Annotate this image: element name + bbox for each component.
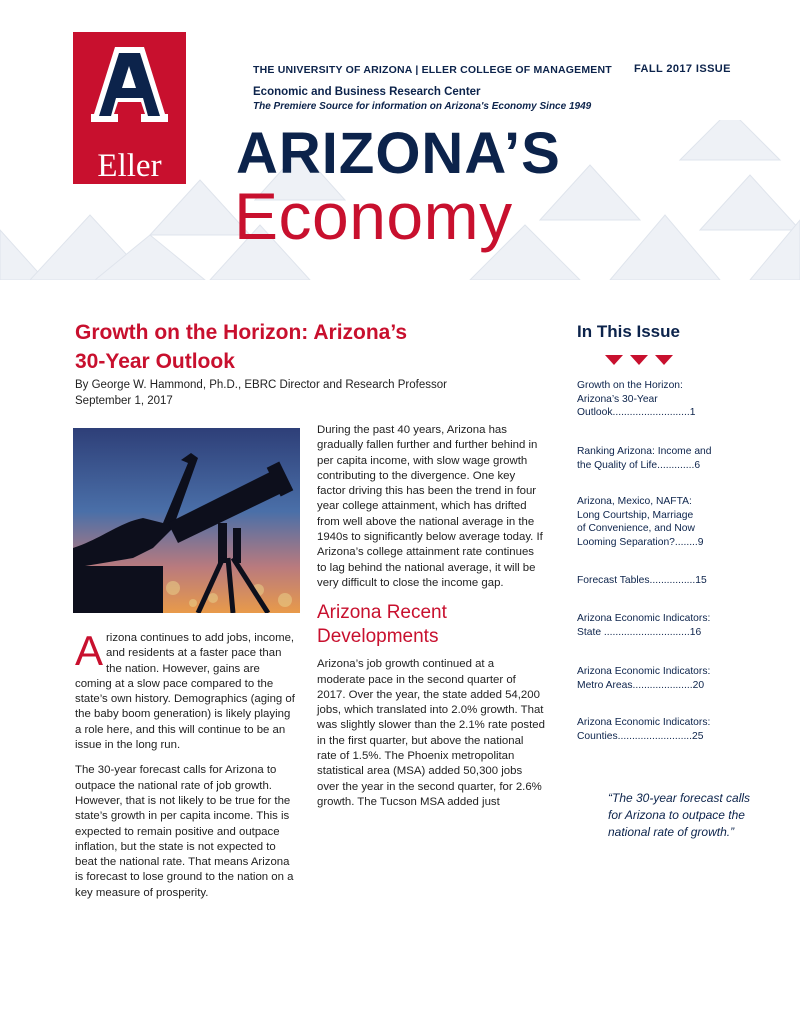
sidebar-title: In This Issue bbox=[577, 322, 680, 341]
toc-item-line: Arizona Economic Indicators: bbox=[577, 666, 711, 677]
masthead-title-line1: ARIZONA’S bbox=[236, 121, 561, 186]
pull-quote: “The 30-year forecast calls for Arizona to outpace the national rate of growth.” bbox=[608, 791, 751, 839]
article-title-line2: 30-Year Outlook bbox=[75, 350, 235, 373]
paragraph-1-text: rizona continues to add jobs, income, and residents at a faster pace than the nation. However, gains are coming at a slow pace compared to the state’s own history. Demographics (aging of the baby boom generation) is likely playing a role here, and this will continue to be an issue in the long run. bbox=[75, 632, 295, 752]
tagline: The Premiere Source for information on Arizona's Economy Since 1949 bbox=[253, 101, 592, 112]
article-column-1 bbox=[75, 627, 297, 911]
paragraph-2: The 30-year forecast calls for Arizona to outpace the national rate of job growth. However, that is not likely to be true for the state’s growth in per capita income. This is expected to remain positive and outpace inflation, but the state is not expected to beat the national rate. That means Arizona is forecast to lose ground to the nation on a key measure of prosperity. bbox=[75, 764, 294, 899]
toc-item-line: Arizona, Mexico, NAFTA: bbox=[577, 496, 692, 507]
toc-item[interactable] bbox=[577, 716, 742, 743]
toc-item-line: the Quality of Life.............6 bbox=[577, 459, 701, 471]
logo-text: Eller bbox=[97, 148, 162, 184]
block-a-icon bbox=[91, 44, 168, 124]
toc-item[interactable] bbox=[577, 574, 742, 588]
toc-item-line: Forecast Tables................15 bbox=[577, 575, 707, 586]
toc-item-line: Counties..........................25 bbox=[577, 730, 704, 742]
telescope-photo bbox=[73, 428, 300, 613]
university-line: THE UNIVERSITY OF ARIZONA | ELLER COLLEGE OF MANAGEMENT bbox=[253, 64, 612, 76]
paragraph-4: Arizona’s job growth continued at a moderate pace in the second quarter of 2017. Over the year, the state added 54,200 jobs, which translated into 2.0% growth. That was slightly slower than the 2.1% rate posted in the first quarter, but above the national rate of 1.5%. The Phoenix metropolitan statistical area (MSA) added 50,300 jobs over the year in the second quarter, for 2.6% growth. The Tucson MSA added just bbox=[317, 658, 545, 808]
toc-item-line: Looming Separation?........9 bbox=[577, 536, 704, 548]
drop-cap: A bbox=[75, 627, 104, 674]
article-title bbox=[75, 318, 515, 376]
toc-item-line: Outlook...........................1 bbox=[577, 407, 696, 418]
byline: By George W. Hammond, Ph.D., EBRC Director and Research Professor bbox=[75, 379, 447, 391]
masthead-title-line2: Economy bbox=[234, 179, 513, 253]
toc-item-line: Long Courtship, Marriage bbox=[577, 509, 694, 521]
section-heading-line1: Arizona Recent bbox=[317, 602, 447, 624]
toc-item-line: Arizona Economic Indicators: bbox=[577, 613, 711, 624]
paragraph-3: During the past 40 years, Arizona has gradually fallen further and further behind in per capita income, with slow wage growth contributing to the divergence. One key factor driving this has been the trend in four year college attainment, which has drifted from well above the national average in the 1940s to significantly below average today. If Arizona’s college attainment rate continues to lag behind the national average, it will be very difficult to close the income gap. bbox=[317, 424, 543, 589]
telescope-illustration bbox=[73, 428, 300, 613]
toc-item[interactable] bbox=[577, 495, 742, 549]
toc-item-line: Ranking Arizona: Income and bbox=[577, 446, 712, 457]
toc-item-line: of Convenience, and Now bbox=[577, 523, 695, 534]
paragraph-1 bbox=[75, 627, 297, 753]
article-date: September 1, 2017 bbox=[75, 395, 173, 407]
section-heading bbox=[317, 601, 545, 649]
toc-item-line: Arizona Economic Indicators: bbox=[577, 717, 711, 728]
section-heading-line2: Developments bbox=[317, 626, 439, 648]
toc-item-line: State ..............................16 bbox=[577, 626, 702, 638]
eller-logo bbox=[73, 32, 186, 184]
in-this-issue-sidebar bbox=[577, 322, 742, 742]
toc-item[interactable] bbox=[577, 445, 742, 472]
article-title-line1: Growth on the Horizon: Arizona’s bbox=[75, 321, 408, 344]
toc-item-line: Growth on the Horizon: bbox=[577, 380, 683, 391]
toc-item-line: Arizona’s 30-Year bbox=[577, 393, 658, 405]
toc-item[interactable] bbox=[577, 665, 742, 692]
byline-block bbox=[75, 377, 535, 409]
triangle-divider-icon bbox=[605, 355, 673, 367]
center-name: Economic and Business Research Center bbox=[253, 86, 481, 98]
toc-item[interactable] bbox=[577, 379, 742, 420]
toc-item[interactable] bbox=[577, 612, 742, 639]
article-column-2 bbox=[317, 423, 545, 820]
toc-item-line: Metro Areas.....................20 bbox=[577, 679, 705, 691]
issue-label: FALL 2017 ISSUE bbox=[634, 63, 731, 75]
